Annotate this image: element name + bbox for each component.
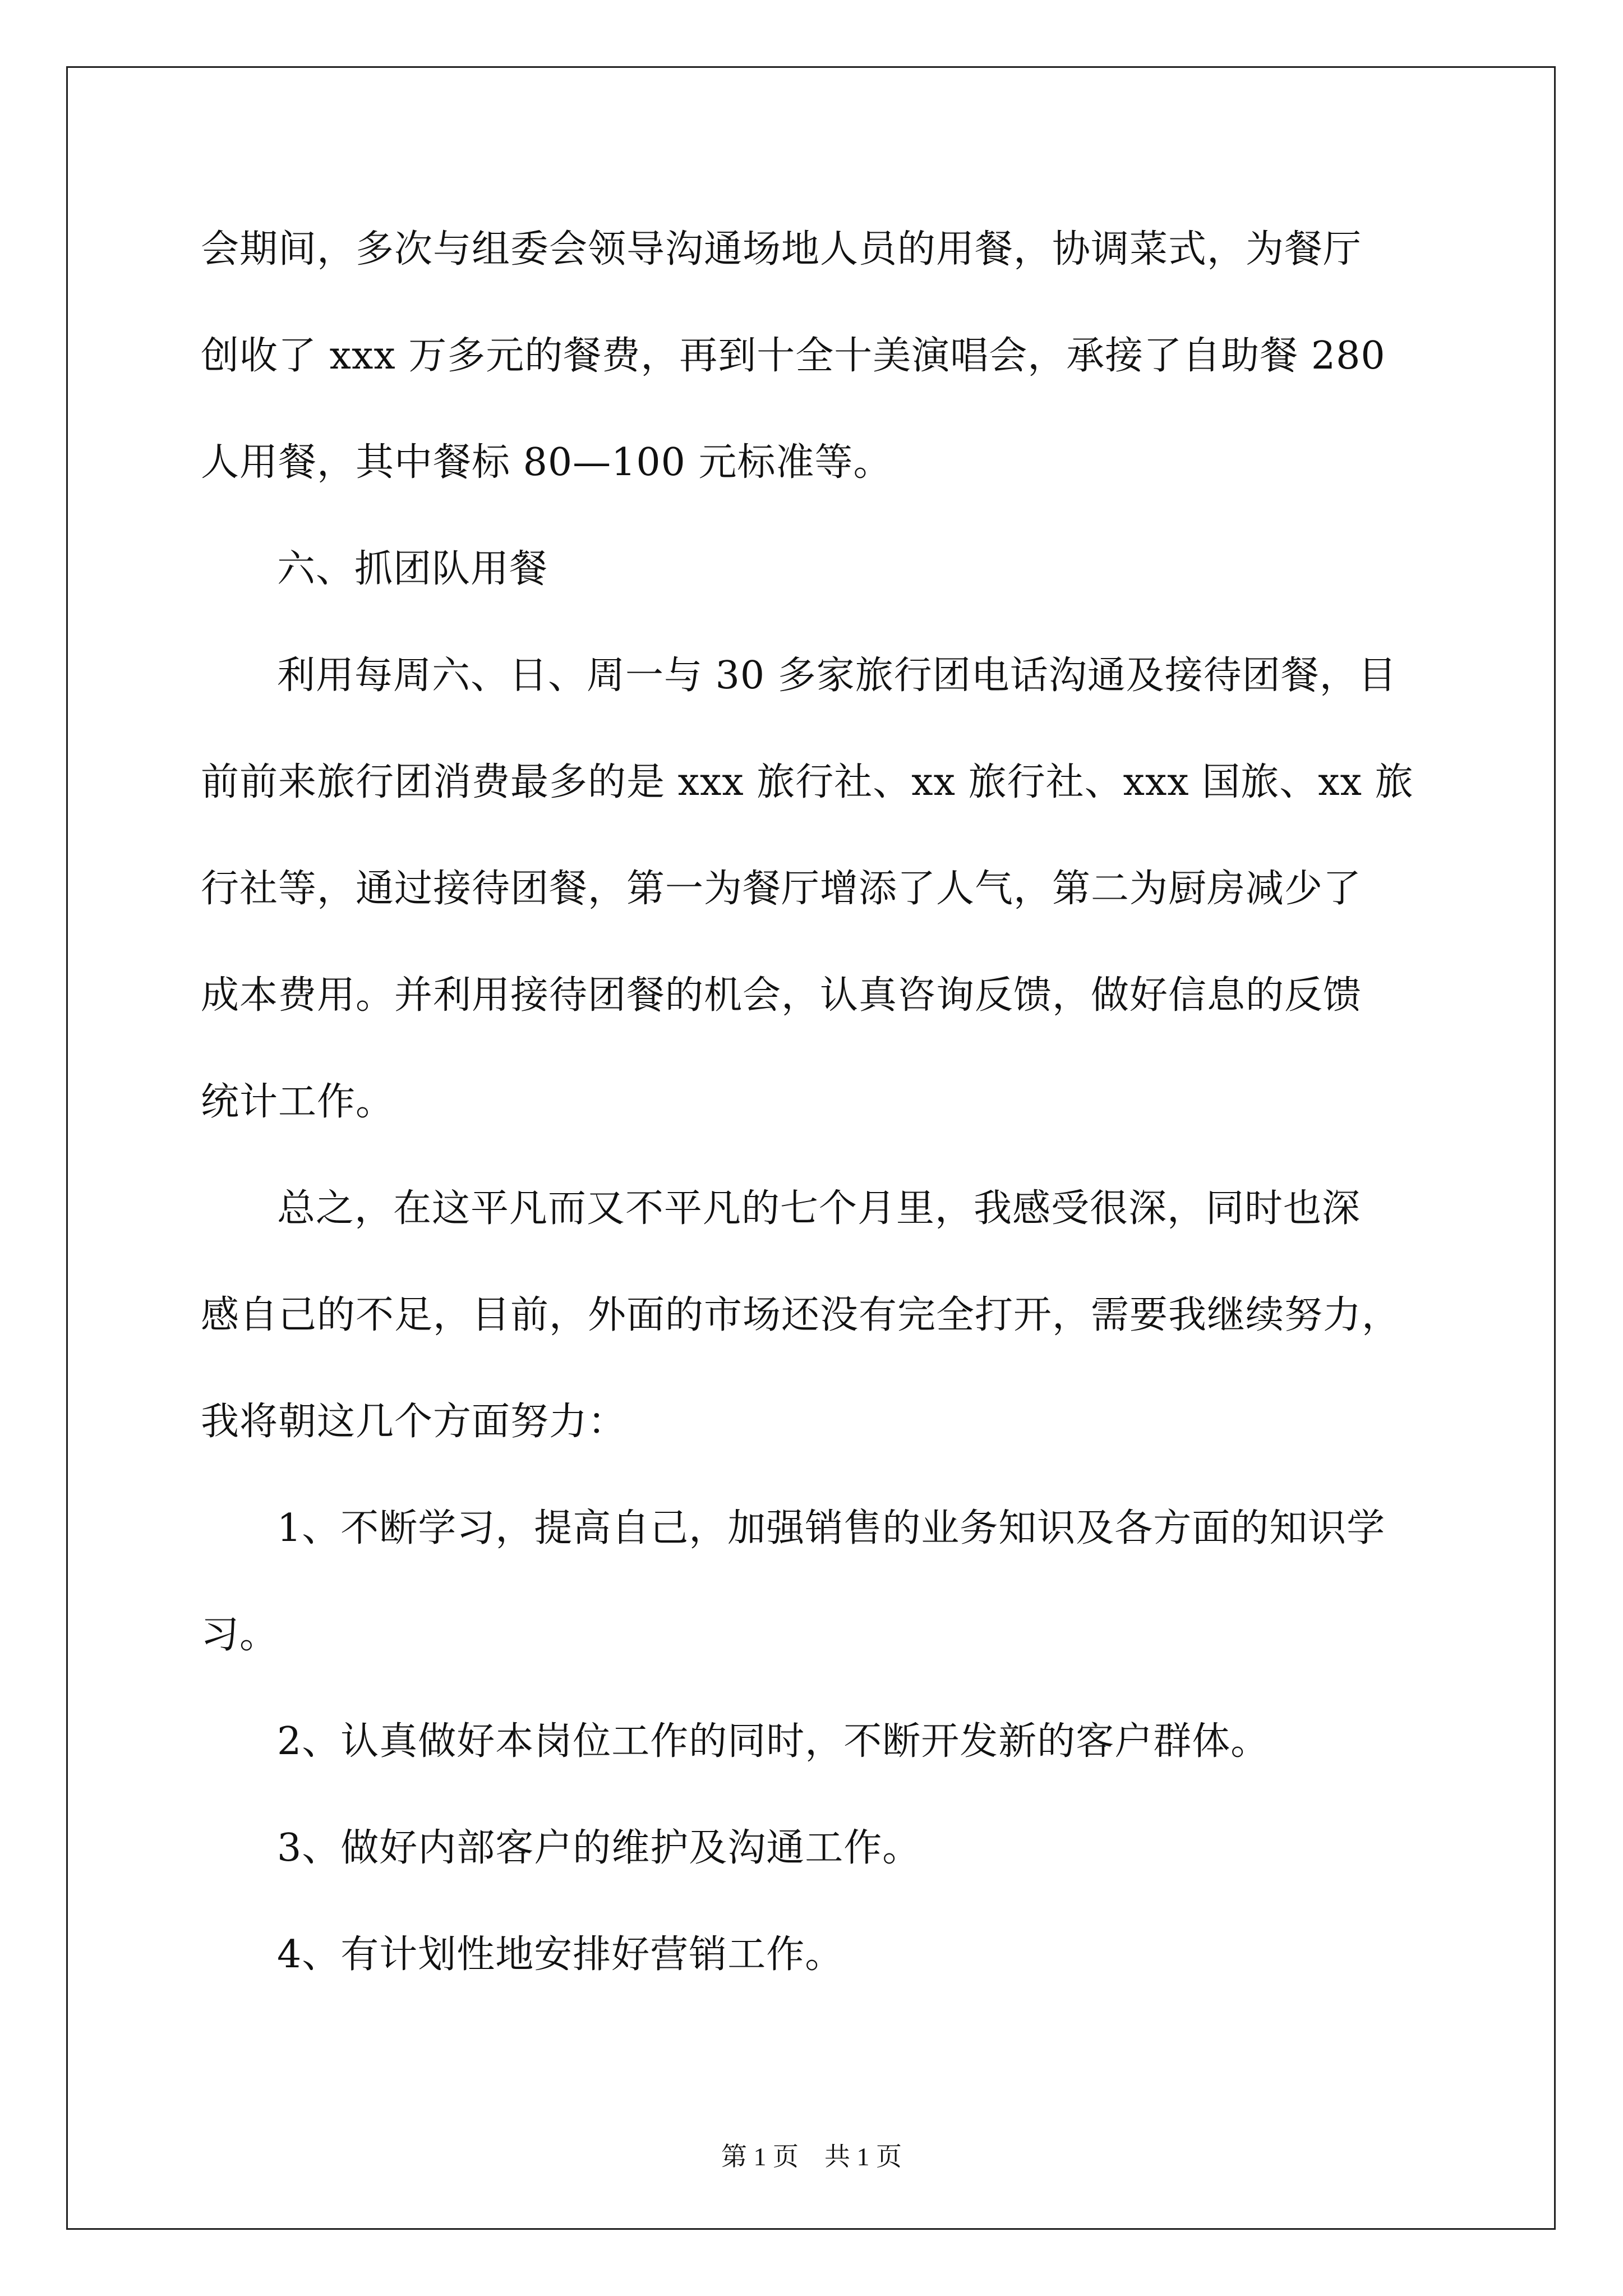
text-line: 统计工作。 bbox=[201, 1080, 395, 1124]
page-number: 第 1 页 bbox=[721, 2142, 799, 2171]
list-item: 4、有计划性地安排好营销工作。 bbox=[277, 1932, 844, 1977]
list-item-continuation: 习。 bbox=[201, 1613, 279, 1657]
text-line: 总之，在这平凡而又不平凡的七个月里，我感受很深，同时也深 bbox=[277, 1186, 1361, 1231]
document-body bbox=[201, 208, 1451, 2019]
text-line: 成本费用。并利用接待团餐的机会，认真咨询反馈，做好信息的反馈 bbox=[201, 973, 1362, 1018]
section-heading: 六、抓团队用餐 bbox=[277, 547, 548, 591]
list-item: 3、做好内部客户的维护及沟通工作。 bbox=[277, 1826, 921, 1870]
text-line: 感自己的不足，目前，外面的市场还没有完全打开，需要我继续努力， bbox=[201, 1293, 1401, 1337]
text-line: 会期间，多次与组委会领导沟通场地人员的用餐，协调菜式，为餐厅 bbox=[201, 227, 1362, 272]
text-line: 前前来旅行团消费最多的是 xxx 旅行社、xx 旅行社、xxx 国旅、xx 旅 bbox=[201, 760, 1414, 804]
text-line: 利用每周六、日、周一与 30 多家旅行团电话沟通及接待团餐，目 bbox=[277, 654, 1397, 698]
text-line: 我将朝这几个方面努力： bbox=[201, 1400, 627, 1444]
page-total: 共 1 页 bbox=[824, 2142, 902, 2171]
list-item: 1、不断学习，提高自己，加强销售的业务知识及各方面的知识学 bbox=[277, 1506, 1386, 1550]
page-footer bbox=[0, 2136, 1623, 2173]
list-item: 2、认真做好本岗位工作的同时，不断开发新的客户群体。 bbox=[277, 1719, 1270, 1764]
text-line: 人用餐，其中餐标 80—100 元标准等。 bbox=[201, 440, 892, 485]
text-line: 行社等，通过接待团餐，第一为餐厅增添了人气，第二为厨房减少了 bbox=[201, 867, 1362, 911]
text-line: 创收了 xxx 万多元的餐费，再到十全十美演唱会，承接了自助餐 280 bbox=[201, 334, 1386, 378]
